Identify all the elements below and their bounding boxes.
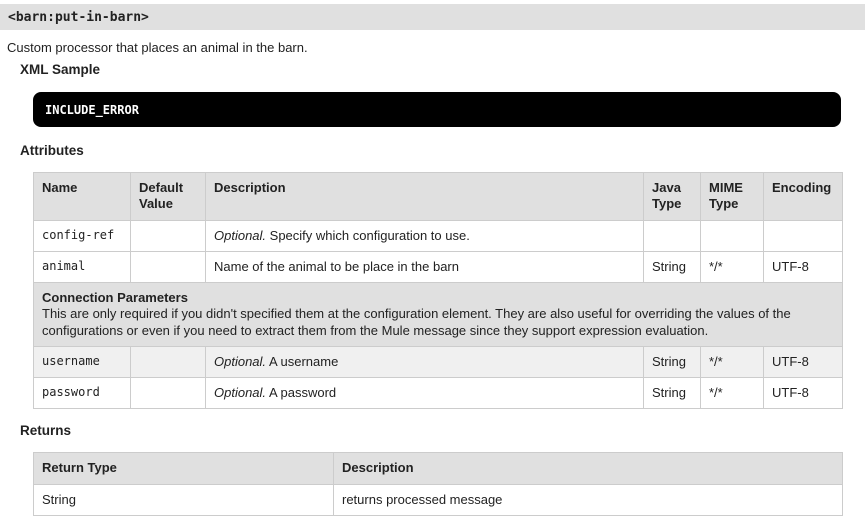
documentation-page [0, 4, 865, 516]
attr-description [206, 346, 644, 377]
attr-description [206, 378, 644, 409]
xml-sample-code: INCLUDE_ERROR [45, 102, 139, 117]
attributes-table [33, 172, 843, 409]
table-row-username [34, 346, 843, 377]
attr-description [206, 251, 644, 282]
attr-encoding [764, 220, 843, 251]
col-header-return-description: Description [334, 453, 843, 484]
connection-parameters-text: This are only required if you didn't specified them at the configuration element. They are also useful for overriding the values of the configurations or even if you need to extract them from the Mule message since they support expression evaluation. [42, 306, 791, 338]
attr-description-optional: Optional. [214, 385, 267, 400]
returns-header-row [34, 453, 843, 484]
attr-description-text: Name of the animal to be place in the barn [214, 258, 459, 274]
attr-mime-type: */* [701, 346, 764, 377]
attr-java-type [644, 220, 701, 251]
attr-name: config-ref [34, 220, 131, 251]
connection-parameters-cell [34, 283, 843, 347]
col-header-encoding: Encoding [764, 173, 843, 221]
col-header-default-value: Default Value [131, 173, 206, 221]
returns-table [33, 452, 843, 516]
attributes-heading: Attributes [20, 143, 84, 158]
attr-default-value [131, 251, 206, 282]
col-header-java-type: Java Type [644, 173, 701, 221]
attr-encoding: UTF-8 [764, 346, 843, 377]
col-header-name: Name [34, 173, 131, 221]
attr-encoding: UTF-8 [764, 378, 843, 409]
connection-parameters-title: Connection Parameters [42, 290, 188, 305]
returns-heading: Returns [20, 423, 72, 439]
attr-default-value [131, 220, 206, 251]
connection-parameters-section-row [34, 283, 843, 347]
attr-java-type: String [644, 346, 701, 377]
attr-default-value [131, 378, 206, 409]
table-row-config-ref [34, 220, 843, 251]
intro-text: Custom processor that places an animal in the barn. [7, 40, 308, 55]
attr-default-value [131, 346, 206, 377]
element-title-bar [0, 4, 865, 30]
attr-description-text: Specify which configuration to use. [266, 227, 470, 243]
attr-name: animal [34, 251, 131, 282]
col-header-mime-type: MIME Type [701, 173, 764, 221]
attr-mime-type: */* [701, 251, 764, 282]
attr-java-type: String [644, 251, 701, 282]
return-type: String [34, 484, 334, 515]
attributes-header-row [34, 173, 843, 221]
col-header-description: Description [206, 173, 644, 221]
table-row-password [34, 378, 843, 409]
attr-name: username [34, 346, 131, 377]
col-header-return-type: Return Type [34, 453, 334, 484]
attr-description-text: A username [266, 353, 339, 369]
attr-mime-type [701, 220, 764, 251]
xml-sample-heading: XML Sample [20, 62, 101, 77]
attr-description-text: A password [266, 385, 337, 400]
attr-description-optional: Optional. [214, 227, 267, 243]
attr-description [206, 220, 644, 251]
table-row-return [34, 484, 843, 515]
attr-mime-type: */* [701, 378, 764, 409]
table-row-animal [34, 251, 843, 282]
attr-description-optional: Optional. [214, 353, 267, 369]
element-title: <barn:put-in-barn> [8, 10, 149, 25]
xml-sample-code-box [33, 92, 841, 127]
attr-java-type: String [644, 378, 701, 409]
attr-encoding: UTF-8 [764, 251, 843, 282]
attr-name: password [34, 378, 131, 409]
return-description: returns processed message [334, 484, 843, 515]
